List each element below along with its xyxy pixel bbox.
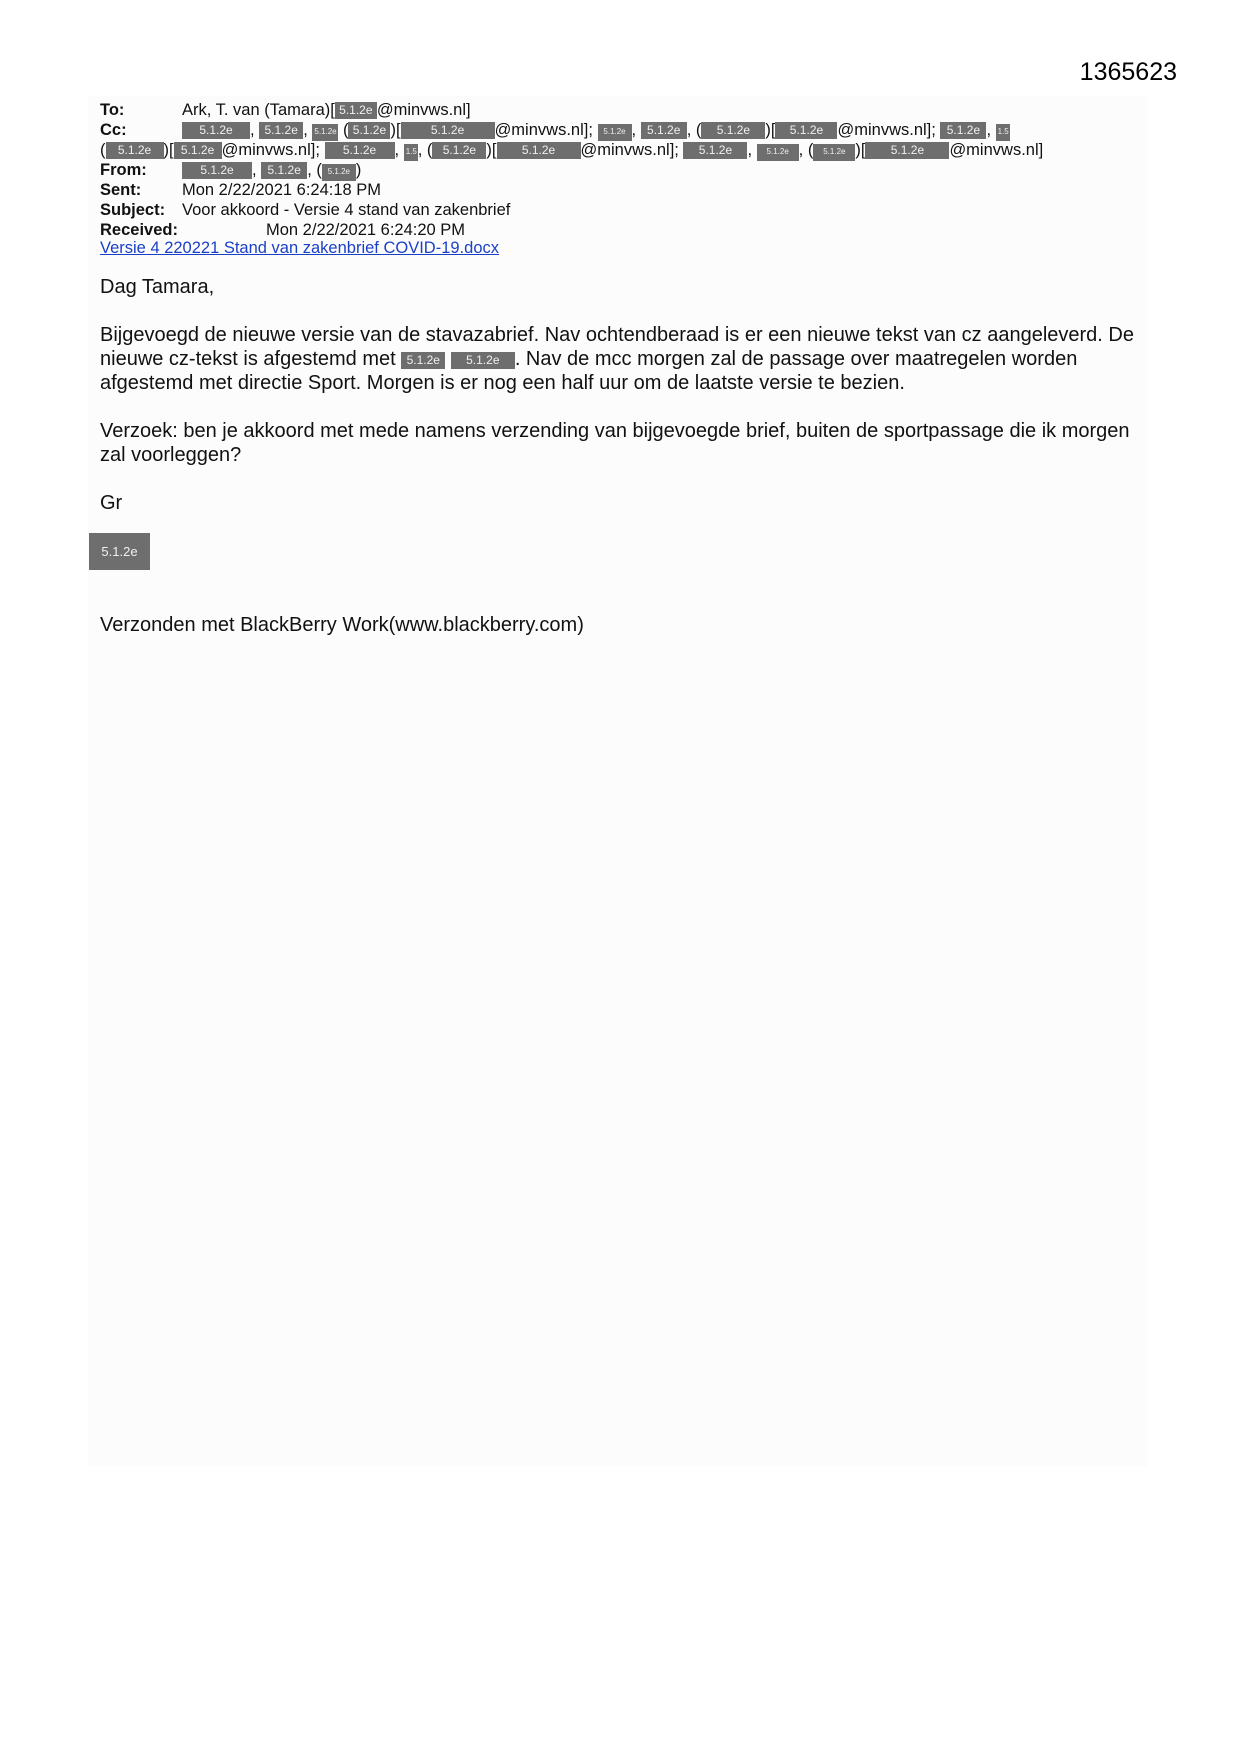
redaction: 5.1.2e xyxy=(348,122,390,139)
attachment-link[interactable]: Versie 4 220221 Stand van zakenbrief COVID-19.docx xyxy=(100,239,499,257)
cc-value-line-2: ( 5.1.2e )[ 5.1.2e @minvws.nl]; 5.1.2e , 1.5, ( 5.1.2e )[ 5.1.2e @minvws.nl]; 5.1.2e , 5.1.2e , ( 5.1.2e )[ 5.1.2e @minvws.nl] xyxy=(100,141,1044,159)
cc-row xyxy=(100,120,1180,140)
redaction: 5.1.2e xyxy=(335,102,377,119)
redaction: 5.1.2e xyxy=(865,142,949,159)
cc-row-continued xyxy=(100,140,1180,160)
redaction: 5.1.2e xyxy=(641,122,687,139)
redaction: 5.1.2e xyxy=(813,144,855,161)
redaction: 1.5 xyxy=(996,124,1010,141)
redaction: 5.1.2e xyxy=(106,142,164,159)
sent-row xyxy=(100,180,1180,200)
redaction: 1.5 xyxy=(404,144,418,161)
from-label: From: xyxy=(100,161,147,179)
redaction: 5.1.2e xyxy=(683,142,747,159)
email-header xyxy=(100,100,1180,240)
redaction: 5.1.2e xyxy=(432,142,486,159)
redaction: 5.1.2e xyxy=(497,142,581,159)
redaction: 5.1.2e xyxy=(401,122,495,139)
redaction: 5.1.2e xyxy=(261,162,307,179)
redaction: 5.1.2e xyxy=(174,142,222,159)
body-paragraph-1: Bijgevoegd de nieuwe versie van de stavazabrief. Nav ochtendberaad is er een nieuwe tekst van cz aangeleverd. De nieuwe cz-tekst is afgestemd met 5.1.2e 5.1.2e . Nav de mcc morgen zal de passage over maatregelen worden afgestemd met directie Sport. Morgen is er nog een half uur om de laatste versie te bezien. xyxy=(100,324,1134,394)
body-paragraph-2: Verzoek: ben je akkoord met mede namens verzending van bijgevoegde brief, buiten de sportpassage die ik morgen zal voorleggen? xyxy=(100,420,1130,466)
redaction: 5.1.2e xyxy=(775,122,837,139)
redaction: 5.1.2e xyxy=(940,122,986,139)
redaction: 5.1.2e xyxy=(701,122,765,139)
redaction: 5.1.2e xyxy=(757,144,799,161)
redaction: 5.1.2e xyxy=(325,142,395,159)
redaction: 5.1.2e xyxy=(451,352,515,369)
footer-note: Verzonden met BlackBerry Work(www.blackberry.com) xyxy=(100,614,584,636)
redaction: 5.1.2e xyxy=(312,124,338,141)
subject-row xyxy=(100,200,1180,220)
cc-value-line-1: 5.1.2e , 5.1.2e , 5.1.2e ( 5.1.2e )[ 5.1.2e @minvws.nl]; 5.1.2e , 5.1.2e , ( 5.1.2e )[ 5.1.2e @minvws.nl]; 5.1.2e , 1.5 xyxy=(182,120,1010,140)
redaction: 5.1.2e xyxy=(182,122,250,139)
to-row xyxy=(100,100,1180,120)
redaction: 5.1.2e xyxy=(322,164,356,181)
subject-value: Voor akkoord - Versie 4 stand van zakenbrief xyxy=(182,201,511,219)
sent-label: Sent: xyxy=(100,181,142,199)
email-body xyxy=(100,275,1140,515)
to-label: To: xyxy=(100,101,125,119)
sent-value: Mon 2/22/2021 6:24:18 PM xyxy=(182,181,382,199)
redaction: 5.1.2e xyxy=(182,162,252,179)
redaction: 5.1.2e xyxy=(259,122,303,139)
received-label: Received: xyxy=(100,221,178,239)
redaction: 5.1.2e xyxy=(401,352,445,369)
received-row xyxy=(100,220,1180,240)
to-value: Ark, T. van (Tamara)[ 5.1.2e @minvws.nl] xyxy=(182,101,471,119)
signature-redaction: 5.1.2e xyxy=(89,533,150,570)
cc-label: Cc: xyxy=(100,121,127,139)
from-row xyxy=(100,160,1180,180)
document-number: 1365623 xyxy=(1079,58,1177,86)
redaction: 5.1.2e xyxy=(598,124,632,141)
subject-label: Subject: xyxy=(100,201,166,219)
from-value: 5.1.2e , 5.1.2e , ( 5.1.2e ) xyxy=(182,160,361,180)
greeting: Dag Tamara, xyxy=(100,276,215,298)
received-value: Mon 2/22/2021 6:24:20 PM xyxy=(266,221,466,239)
closing: Gr xyxy=(100,492,123,514)
